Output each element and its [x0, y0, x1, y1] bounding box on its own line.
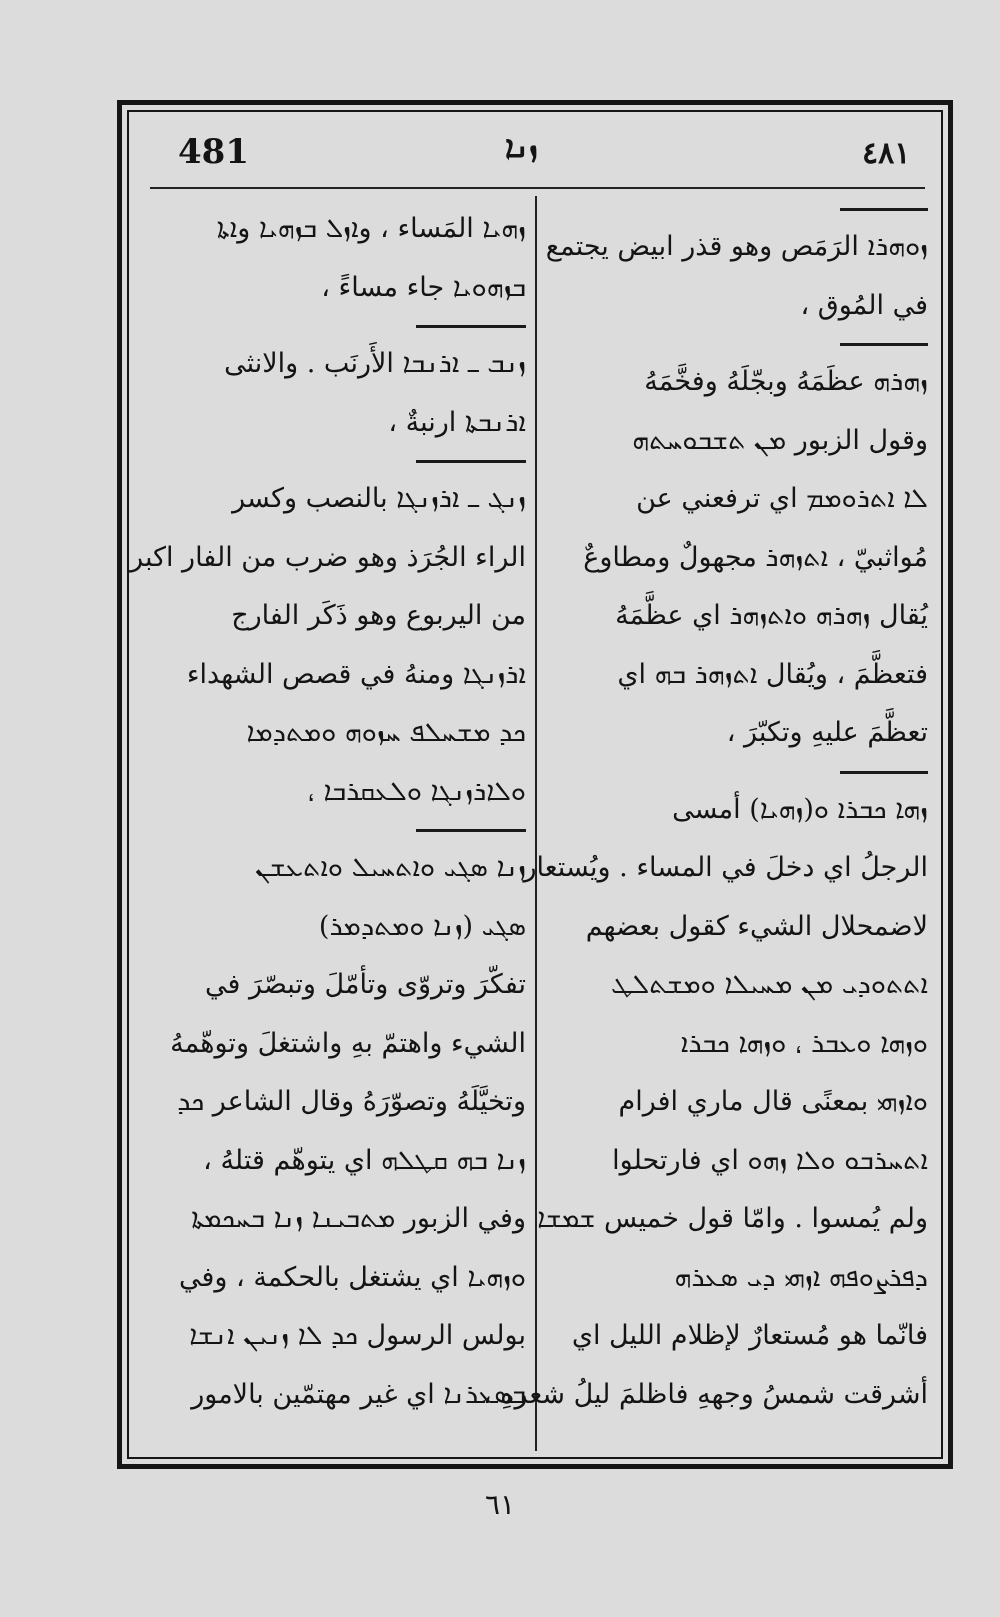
text-line: وفي الزبور ܡܬܒܝܢܐ ܙܢܐ ܒܚܟܡܬܐ [191, 1203, 526, 1234]
text-line: ولم يُمسوا . وامّا قول خميس ܫܡܫܐ [537, 1203, 928, 1234]
text-line: ܙܢܐ ܒܗ ܩܛܠܗ اي يتوهّم قتلهُ ، [203, 1144, 526, 1176]
text-line: يُقال ܙܗܪܗ ܘܐܬܙܗܪ اي عظَّمَهُ [615, 600, 928, 631]
text-line: ܒܙܗܘܝܐ جاء مساءً ، [321, 271, 526, 303]
text-line: من اليربوع وهو ذَكَر الفارج [231, 600, 526, 631]
text-line: وتخيَّلَهُ وتصوّرَهُ وقال الشاعر ܟܕ [177, 1086, 526, 1117]
text-line: ܙܢܒ ـ ܐܪܢܒܐ الأَرنَب . والانثى [224, 348, 526, 379]
text-line: الرجلُ اي دخلَ في المساء . ويُستعار [523, 852, 928, 883]
text-line: الشيء واهتمّ بهِ واشتغلَ وتوهّمهُ [170, 1027, 526, 1059]
entry-separator [146, 452, 526, 470]
text-line: ܠܐ ܐܬܪܘܡܡ اي ترفعني عن [636, 483, 928, 514]
text-line: ܕܦܪܨܘܦܗ ܐܙܗܝ ܕܝ ܣܥܪܗ [674, 1261, 928, 1293]
text-line: فانّما هو مُستعارٌ لإظلام الليل اي [571, 1320, 928, 1351]
text-line: ܘܠܐܪܙܢܓܐ ܘܠܥܩܪܒܐ ، [307, 775, 526, 807]
text-line: ܐܪܙܢܓܐ ومنهُ في قصص الشهداء [186, 658, 526, 690]
text-line: ܙܘܗܪܐ الرَمَص وهو قذر ابيض يجتمع [545, 231, 928, 262]
text-line: ܐܬܚܪܒܘ ܘܠܐ ܙܗܘ اي فارتحلوا [612, 1144, 928, 1176]
entry-separator [546, 763, 928, 781]
entry-separator [546, 200, 928, 218]
page-number-arabic: ٤٨١ [862, 136, 911, 171]
text-line: في المُوق ، [800, 289, 928, 321]
text-line: ܐܬܬܘܕܝ ܡܢ ܡܚܝܠܐ ܘܡܫܬܠܛ [610, 969, 928, 1000]
text-line: بولس الرسول ܟܕ ܠܐ ܙܢܝܢ ܐܢܫܐ [189, 1320, 526, 1351]
text-line: ܙܗܝܐ المَساء ، وܐܙܠ ܒܙܗܝܐ وܐܬܐ [216, 213, 526, 244]
entry-separator [146, 821, 526, 839]
text-line: ܐܪܢܒܬܐ ارنبةٌ ، [388, 406, 526, 438]
text-line: لاضمحلال الشيء كقول بعضهم [585, 910, 928, 942]
text-line: ܘܐܙܗܝ بمعنًى قال ماري افرام [618, 1086, 928, 1117]
text-line: ܣܓܝ (ܙܢܐ ܘܡܬܕܡܪ) [318, 910, 526, 942]
text-line: ܟܕ ܡܫܚܠܦ ܚܙܘܗ ܘܡܬܕܡܐ [246, 717, 526, 748]
text-line: ܒܣܥܪܢܐ اي غير مهتمّين بالامور [191, 1378, 526, 1410]
text-line: الراء الجُرَذ وهو ضرب من الفار اكبر [130, 541, 526, 573]
text-line: ܙܢܓ ـ ܐܪܙܢܓܐ بالنصب وكسر [232, 483, 526, 514]
page-folio: ٦١ [484, 1488, 516, 1521]
header-rule [150, 187, 925, 189]
text-line: تفكّرَ وتروّى وتأمّلَ وتبصّرَ في [204, 969, 526, 1000]
text-line: أشرقت شمسُ وجههِ فاظلمَ ليلُ شعرهِ ، [483, 1378, 928, 1410]
text-line: مُواثبيّ ، ܐܬܙܗܪ مجهولٌ ومطاوعٌ [583, 541, 928, 573]
right-column [483, 200, 928, 1424]
column-divider [535, 196, 537, 1451]
page-number-latin: 481 [178, 132, 249, 172]
text-line: ܘܙܗܝܐ اي يشتغل بالحكمة ، وفي [179, 1261, 526, 1293]
text-line: ܙܗܪܗ عظَمَهُ وبجّلَهُ وفخَّمَهُ [644, 366, 928, 397]
text-line: ܙܗܐ ܟܒܪܐ ܘ(ܙܗܝܐ) أمسى [672, 793, 928, 825]
entry-separator [546, 335, 928, 353]
text-line: وقول الزبور ܡܢ ܬܫܒܘܚܬܗ [632, 424, 928, 456]
text-line: تعظَّمَ عليهِ وتكبّرَ ، [726, 717, 928, 748]
text-line: ܘܙܗܐ ܘܥܒܪ ، ܘܙܗܐ ܟܒܪܐ [680, 1027, 928, 1059]
text-line: فتعظَّمَ ، ويُقال ܐܬܙܗܪ ܒܗ اي [617, 658, 928, 690]
running-head: ܙܢܐ [505, 130, 538, 165]
entry-separator [146, 317, 526, 335]
text-line: ܙܢܐ ܣܓܝ ܘܐܬܚܝܠ ܘܐܬܥܫܢ [255, 852, 526, 883]
left-column [130, 200, 526, 1424]
